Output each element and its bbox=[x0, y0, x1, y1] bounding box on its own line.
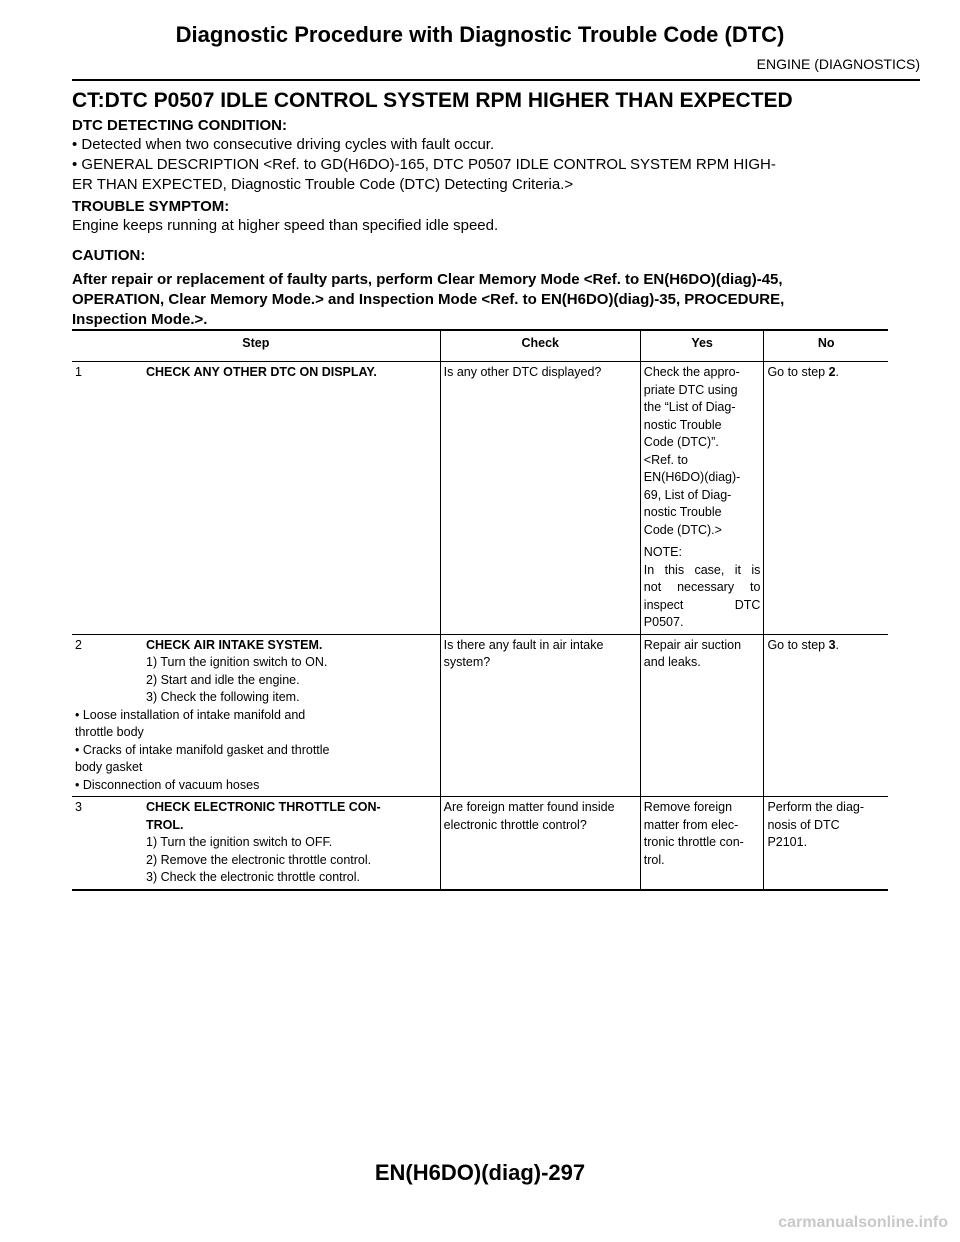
yes-text: trol. bbox=[643, 852, 665, 867]
caution-heading: CAUTION: bbox=[72, 247, 146, 264]
caution-line-1: After repair or replacement of faulty parts, perform Clear Memory Mode <Ref. to EN(H6DO)(diag)-45, bbox=[72, 271, 783, 288]
no-text-suffix: . bbox=[835, 637, 840, 652]
yes-note-text: inspect DTC bbox=[643, 597, 761, 612]
yes-text: Code (DTC)”. bbox=[643, 435, 719, 449]
col-header-check: Check bbox=[440, 330, 640, 362]
step-number: 2 bbox=[75, 637, 82, 652]
step-number: 1 bbox=[75, 365, 82, 379]
no-text: Go to step bbox=[767, 365, 829, 379]
page-header-section: ENGINE (DIAGNOSTICS) bbox=[756, 56, 920, 72]
step-number: 3 bbox=[75, 800, 82, 814]
dtc-title: CT:DTC P0507 IDLE CONTROL SYSTEM RPM HIGHER THAN EXPECTED bbox=[72, 89, 793, 112]
check-text: electronic throttle control? bbox=[443, 817, 587, 832]
col-header-step: Step bbox=[242, 336, 270, 350]
detect-bullet-2-line2: ER THAN EXPECTED, Diagnostic Trouble Code (DTC) Detecting Criteria.> bbox=[72, 176, 574, 193]
table-row bbox=[72, 634, 888, 797]
check-text: Is any other DTC displayed? bbox=[443, 365, 602, 379]
step-name: CHECK ELECTRONIC THROTTLE CON- bbox=[146, 800, 381, 814]
step-bullet: throttle body bbox=[75, 725, 144, 739]
yes-text: Check the appro- bbox=[643, 365, 740, 379]
detect-bullet-1: • Detected when two consecutive driving cycles with fault occur. bbox=[72, 136, 495, 153]
no-text: Go to step bbox=[767, 637, 829, 652]
yes-text: the “List of Diag- bbox=[643, 400, 736, 414]
check-text: system? bbox=[443, 655, 491, 669]
step-substep: 1) Turn the ignition switch to OFF. bbox=[146, 835, 333, 849]
check-cell bbox=[440, 362, 640, 635]
yes-note-text: P0507. bbox=[643, 615, 684, 629]
col-header-yes: Yes bbox=[640, 330, 764, 362]
yes-text: nostic Trouble bbox=[643, 505, 722, 519]
diagnostic-steps-table bbox=[72, 329, 888, 891]
yes-note-heading: NOTE: bbox=[643, 545, 682, 559]
step-bullet: body gasket bbox=[75, 760, 143, 774]
table-row bbox=[72, 362, 888, 635]
go-to-step-number: 2 bbox=[828, 365, 836, 379]
no-text: P2101. bbox=[767, 835, 808, 849]
step-substep: 2) Remove the electronic throttle control. bbox=[146, 852, 372, 867]
step-name: CHECK AIR INTAKE SYSTEM. bbox=[146, 637, 323, 652]
check-text: Are foreign matter found inside bbox=[443, 800, 615, 814]
header-divider bbox=[72, 79, 920, 81]
no-text: Perform the diag- bbox=[767, 800, 865, 814]
trouble-symptom-text: Engine keeps running at higher speed than specified idle speed. bbox=[72, 217, 499, 234]
yes-note-text: In this case, it is bbox=[643, 562, 761, 577]
check-cell bbox=[440, 797, 640, 890]
step-name: CHECK ANY OTHER DTC ON DISPLAY. bbox=[146, 365, 377, 379]
yes-text: Repair air suction bbox=[643, 637, 742, 652]
go-to-step-number: 3 bbox=[828, 637, 836, 652]
yes-cell bbox=[640, 797, 764, 890]
step-cell bbox=[72, 797, 440, 890]
yes-text: tronic throttle con- bbox=[643, 835, 744, 849]
step-substep: 2) Start and idle the engine. bbox=[146, 672, 300, 687]
step-substep: 3) Check the electronic throttle control. bbox=[146, 870, 360, 884]
no-text-suffix: . bbox=[835, 365, 840, 379]
yes-text: Code (DTC).> bbox=[643, 522, 722, 537]
step-bullet: • Loose installation of intake manifold and bbox=[75, 707, 306, 722]
table-row bbox=[72, 797, 888, 890]
detect-bullet-2-line1: • GENERAL DESCRIPTION <Ref. to GD(H6DO)-165, DTC P0507 IDLE CONTROL SYSTEM RPM HIGH- bbox=[72, 156, 776, 173]
yes-text: 69, List of Diag- bbox=[643, 487, 732, 502]
step-bullet: • Cracks of intake manifold gasket and throttle bbox=[75, 742, 330, 757]
yes-text: matter from elec- bbox=[643, 817, 739, 832]
no-cell bbox=[764, 362, 888, 635]
watermark-link[interactable]: carmanualsonline.info bbox=[778, 1214, 948, 1231]
yes-cell bbox=[640, 634, 764, 797]
document-body bbox=[72, 88, 918, 330]
no-text: nosis of DTC bbox=[767, 817, 840, 832]
col-header-no: No bbox=[764, 330, 888, 362]
yes-text: priate DTC using bbox=[643, 382, 738, 397]
trouble-symptom-heading: TROUBLE SYMPTOM: bbox=[72, 198, 230, 215]
page-header-title: Diagnostic Procedure with Diagnostic Trouble Code (DTC) bbox=[175, 22, 785, 47]
yes-text: and leaks. bbox=[643, 655, 701, 669]
yes-text: EN(H6DO)(diag)- bbox=[643, 470, 741, 484]
yes-cell bbox=[640, 362, 764, 635]
page-number: EN(H6DO)(diag)-297 bbox=[374, 1160, 586, 1185]
no-cell bbox=[764, 634, 888, 797]
yes-text: nostic Trouble bbox=[643, 417, 722, 432]
detect-condition-heading: DTC DETECTING CONDITION: bbox=[72, 117, 287, 134]
yes-note-text: not necessary to bbox=[643, 580, 761, 594]
check-text: Is there any fault in air intake bbox=[443, 637, 604, 652]
caution-line-3: Inspection Mode.>. bbox=[72, 311, 208, 328]
check-cell bbox=[440, 634, 640, 797]
table-header-row bbox=[72, 330, 888, 362]
yes-text: <Ref. to bbox=[643, 452, 688, 467]
step-bullet: • Disconnection of vacuum hoses bbox=[75, 777, 260, 792]
step-substep: 1) Turn the ignition switch to ON. bbox=[146, 655, 328, 669]
no-cell bbox=[764, 797, 888, 890]
step-cell bbox=[72, 362, 440, 635]
yes-text: Remove foreign bbox=[643, 800, 733, 814]
step-cell bbox=[72, 634, 440, 797]
step-name: TROL. bbox=[146, 817, 184, 832]
step-substep: 3) Check the following item. bbox=[146, 690, 300, 704]
caution-line-2: OPERATION, Clear Memory Mode.> and Inspection Mode <Ref. to EN(H6DO)(diag)-35, PROCEDURE, bbox=[72, 291, 785, 308]
